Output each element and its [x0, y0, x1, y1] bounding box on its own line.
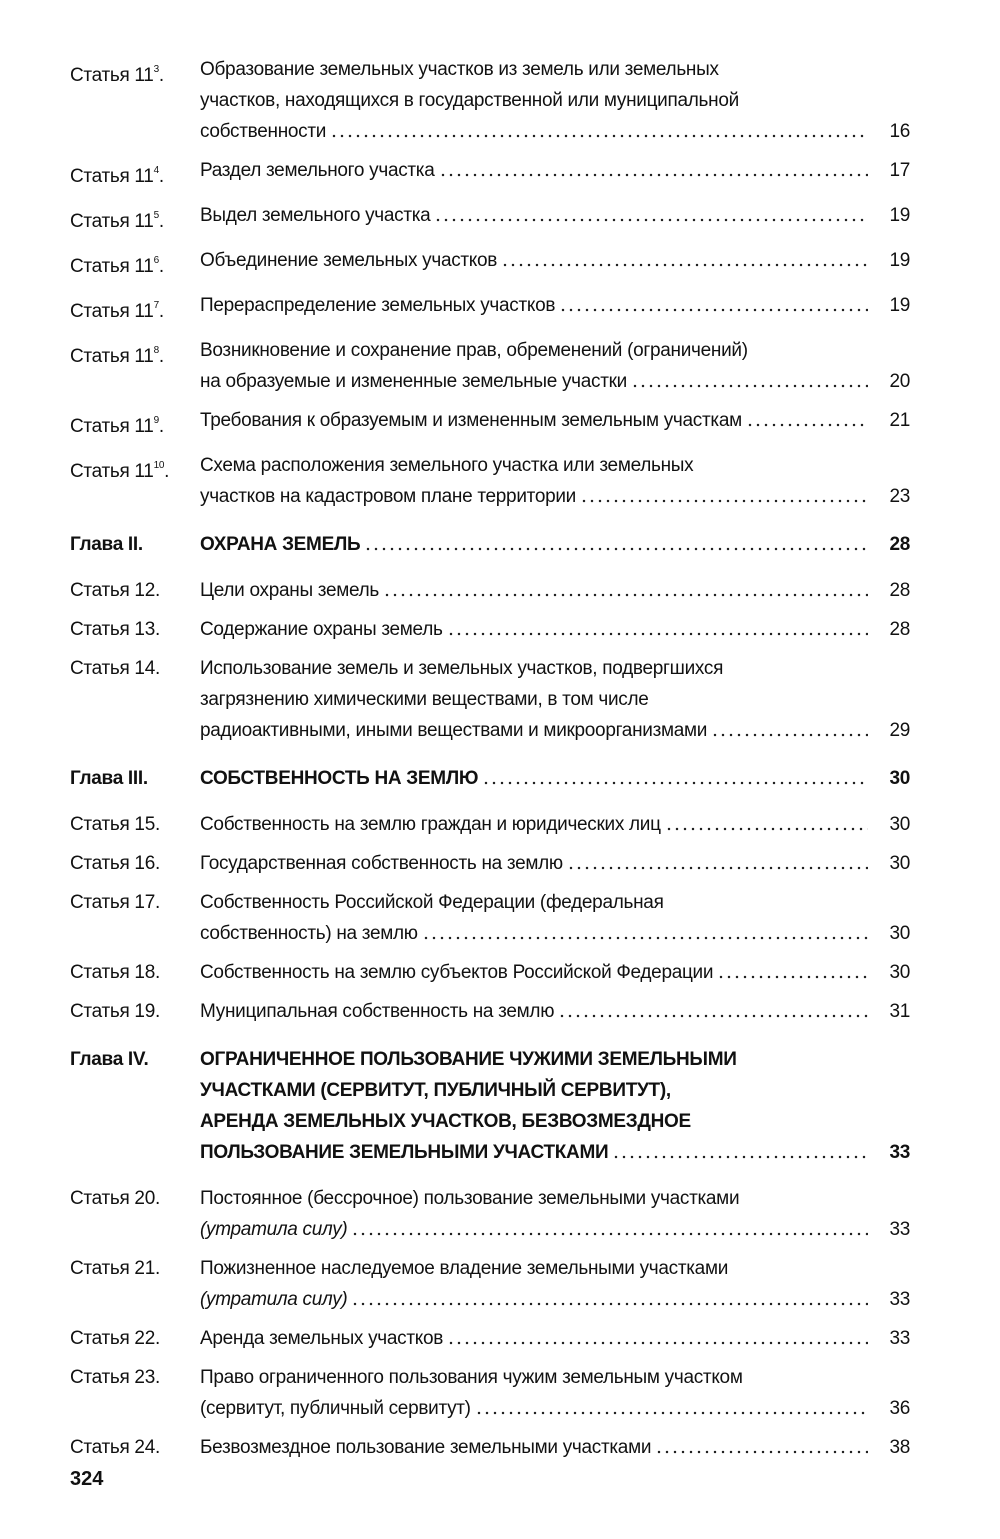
entry-label: [70, 450, 200, 512]
entry-label: [70, 1183, 200, 1245]
dot-leader: [612, 1149, 868, 1159]
entry-title-line: [200, 116, 910, 147]
entry-label: [70, 245, 200, 282]
entry-number: Статья 11: [70, 211, 154, 232]
entry-label: [70, 200, 200, 237]
entry-title-line: [200, 245, 910, 276]
entry-title-line: [200, 481, 910, 512]
entry-title: [200, 290, 910, 327]
dot-leader: [631, 378, 868, 388]
entry-title: [200, 450, 910, 512]
entry-title-line: [200, 1075, 910, 1106]
entry-page-number: 29: [889, 720, 910, 741]
dot-leader: [351, 1226, 868, 1236]
dot-leader: [447, 1335, 868, 1345]
entry-label: [70, 54, 200, 147]
dot-leader: [501, 257, 868, 267]
entry-title-line: [200, 684, 910, 715]
entry-title-text: Объединение земельных участков: [200, 250, 498, 271]
entry-page-number: 30: [889, 853, 910, 874]
entry-title-text: участков на кадастровом плане территории: [200, 486, 576, 507]
entry-number-dot: .: [164, 461, 170, 482]
entry-number: Статья 11: [70, 256, 154, 277]
entry-title-text: ОХРАНА ЗЕМЕЛЬ: [200, 534, 361, 555]
toc-article: [70, 887, 910, 949]
toc-article: [70, 155, 910, 192]
entry-number: Статья 11: [70, 461, 154, 482]
entry-title-text: Требования к образуемым и измененным земельным участкам: [200, 410, 742, 431]
toc-article: [70, 848, 910, 879]
entry-superscript: 4: [153, 165, 159, 176]
dot-leader: [655, 1444, 868, 1454]
entry-title: [200, 245, 910, 282]
toc-article: [70, 405, 910, 442]
entry-number: Статья 14.: [70, 658, 160, 679]
entry-number: Статья 23.: [70, 1367, 160, 1388]
entry-title-text: Собственность на землю субъектов Российской Федерации: [200, 962, 714, 983]
entry-title: [200, 887, 910, 949]
entry-title-text: (утратила силу): [200, 1219, 348, 1240]
toc-chapter: [70, 529, 910, 560]
entry-number: Статья 13.: [70, 619, 160, 640]
entry-title-text: собственности: [200, 121, 327, 142]
dot-leader: [746, 417, 868, 427]
entry-title-line: [200, 1432, 910, 1463]
entry-superscript: 7: [153, 300, 159, 311]
dot-leader: [383, 587, 868, 597]
toc-article: [70, 957, 910, 988]
entry-title-text: участков, находящихся в государственной или муниципальной: [200, 90, 739, 111]
entry-title: [200, 1432, 910, 1463]
entry-number: Статья 20.: [70, 1188, 160, 1209]
entry-number-dot: .: [158, 211, 164, 232]
entry-title-line: [200, 366, 910, 397]
entry-title-text: ОГРАНИЧЕННОЕ ПОЛЬЗОВАНИЕ ЧУЖИМИ ЗЕМЕЛЬНЫМИ: [200, 1049, 737, 1070]
entry-title-line: [200, 85, 910, 116]
entry-title-text: УЧАСТКАМИ (СЕРВИТУТ, ПУБЛИЧНЫЙ СЕРВИТУТ),: [200, 1080, 671, 1101]
dot-leader: [711, 727, 868, 737]
toc-article: [70, 54, 910, 147]
entry-page-number: 28: [889, 619, 910, 640]
entry-title-line: [200, 715, 910, 746]
toc-article: [70, 614, 910, 645]
entry-number: Статья 11: [70, 65, 154, 86]
dot-leader: [330, 128, 868, 138]
entry-page-number: 31: [889, 1001, 910, 1022]
entry-title: [200, 653, 910, 746]
toc-article: [70, 450, 910, 512]
entry-title-line: [200, 575, 910, 606]
entry-superscript: 10: [153, 460, 165, 471]
entry-page-number: 30: [889, 923, 910, 944]
entry-title: [200, 529, 910, 560]
toc-article: [70, 245, 910, 282]
entry-title-text: СОБСТВЕННОСТЬ НА ЗЕМЛЮ: [200, 768, 479, 789]
dot-leader: [439, 167, 868, 177]
entry-title-text: Собственность Российской Федерации (федеральная: [200, 892, 664, 913]
entry-title-line: [200, 335, 910, 366]
entry-title-text: Безвозмездное пользование земельными участками: [200, 1437, 652, 1458]
entry-page-number: 38: [889, 1437, 910, 1458]
entry-label: [70, 763, 200, 794]
entry-superscript: 9: [153, 415, 159, 426]
entry-label: [70, 809, 200, 840]
dot-leader: [558, 1008, 868, 1018]
dot-leader: [475, 1405, 868, 1415]
entry-title-text: Муниципальная собственность на землю: [200, 1001, 555, 1022]
entry-title-text: АРЕНДА ЗЕМЕЛЬНЫХ УЧАСТКОВ, БЕЗВОЗМЕЗДНОЕ: [200, 1111, 691, 1132]
entry-page-number: 36: [889, 1398, 910, 1419]
toc-article: [70, 653, 910, 746]
toc-article: [70, 575, 910, 606]
dot-leader: [567, 860, 868, 870]
table-of-contents: [70, 54, 910, 1471]
entry-number: Статья 11: [70, 416, 154, 437]
entry-page-number: 33: [889, 1289, 910, 1310]
dot-leader: [434, 212, 868, 222]
entry-page-number: 30: [889, 768, 910, 789]
entry-label: [70, 1323, 200, 1354]
entry-title: [200, 809, 910, 840]
entry-title-line: [200, 1137, 910, 1168]
entry-title: [200, 335, 910, 397]
toc-article: [70, 1323, 910, 1354]
entry-page-number: 28: [889, 580, 910, 601]
entry-title: [200, 1253, 910, 1315]
entry-page-number: 28: [889, 534, 910, 555]
entry-number: Статья 19.: [70, 1001, 160, 1022]
entry-title-line: [200, 1284, 910, 1315]
entry-number-dot: .: [158, 416, 164, 437]
dot-leader: [482, 775, 868, 785]
entry-title-line: [200, 1214, 910, 1245]
dot-leader: [580, 493, 868, 503]
entry-page-number: 19: [889, 250, 910, 271]
entry-number-dot: .: [158, 301, 164, 322]
dot-leader: [351, 1296, 868, 1306]
entry-page-number: 16: [889, 121, 910, 142]
entry-title-text: на образуемые и измененные земельные участки: [200, 371, 627, 392]
entry-page-number: 20: [889, 371, 910, 392]
dot-leader: [422, 930, 868, 940]
entry-page-number: 30: [889, 962, 910, 983]
page-number: 324: [70, 1468, 104, 1490]
dot-leader: [447, 626, 868, 636]
entry-label: [70, 848, 200, 879]
entry-label: [70, 996, 200, 1027]
entry-number: Статья 24.: [70, 1437, 160, 1458]
entry-title: [200, 405, 910, 442]
dot-leader: [364, 541, 868, 551]
entry-number: Статья 18.: [70, 962, 160, 983]
entry-title-text: ПОЛЬЗОВАНИЕ ЗЕМЕЛЬНЫМИ УЧАСТКАМИ: [200, 1142, 609, 1163]
entry-title-line: [200, 1253, 910, 1284]
entry-title-line: [200, 809, 910, 840]
entry-superscript: 8: [153, 345, 159, 356]
toc-article: [70, 200, 910, 237]
entry-number: Глава II.: [70, 534, 143, 555]
dot-leader: [559, 302, 868, 312]
entry-title: [200, 763, 910, 794]
entry-title-line: [200, 1362, 910, 1393]
entry-page-number: 33: [889, 1219, 910, 1240]
entry-page-number: 21: [889, 410, 910, 431]
entry-label: [70, 155, 200, 192]
entry-title-text: собственность) на землю: [200, 923, 418, 944]
entry-superscript: 5: [153, 210, 159, 221]
toc-article: [70, 1432, 910, 1463]
entry-title: [200, 1044, 910, 1168]
entry-label: [70, 405, 200, 442]
toc-article: [70, 996, 910, 1027]
dot-leader: [717, 969, 868, 979]
entry-title-text: (сервитут, публичный сервитут): [200, 1398, 471, 1419]
entry-title-text: Собственность на землю граждан и юридических лиц: [200, 814, 661, 835]
entry-title-line: [200, 1044, 910, 1075]
entry-number-dot: .: [158, 256, 164, 277]
entry-title-text: Аренда земельных участков: [200, 1328, 444, 1349]
entry-title: [200, 575, 910, 606]
entry-title-line: [200, 1183, 910, 1214]
entry-number: Статья 16.: [70, 853, 160, 874]
entry-number-dot: .: [158, 346, 164, 367]
entry-title-line: [200, 54, 910, 85]
entry-label: [70, 1362, 200, 1424]
entry-title-line: [200, 848, 910, 879]
entry-title-line: [200, 1323, 910, 1354]
entry-title-line: [200, 918, 910, 949]
entry-title-text: Возникновение и сохранение прав, обременений (ограничений): [200, 340, 748, 361]
entry-title-line: [200, 887, 910, 918]
entry-title-line: [200, 957, 910, 988]
entry-title-text: Содержание охраны земель: [200, 619, 443, 640]
entry-title-text: (утратила силу): [200, 1289, 348, 1310]
entry-title: [200, 1323, 910, 1354]
entry-label: [70, 335, 200, 397]
toc-article: [70, 1362, 910, 1424]
entry-title-line: [200, 200, 910, 231]
entry-title-line: [200, 290, 910, 321]
entry-title-text: Пожизненное наследуемое владение земельными участками: [200, 1258, 729, 1279]
entry-superscript: 3: [153, 64, 159, 75]
entry-title-line: [200, 1106, 910, 1137]
entry-label: [70, 1044, 200, 1168]
entry-superscript: 6: [153, 255, 159, 266]
entry-number-dot: .: [158, 166, 164, 187]
entry-number: Глава IV.: [70, 1049, 149, 1070]
entry-number: Статья 21.: [70, 1258, 160, 1279]
entry-title-line: [200, 653, 910, 684]
entry-title-line: [200, 529, 910, 560]
entry-title: [200, 1183, 910, 1245]
entry-title-text: Раздел земельного участка: [200, 160, 435, 181]
entry-title: [200, 848, 910, 879]
entry-number: Статья 11: [70, 301, 154, 322]
entry-page-number: 33: [889, 1328, 910, 1349]
entry-title-text: Право ограниченного пользования чужим земельным участком: [200, 1367, 743, 1388]
entry-page-number: 19: [889, 295, 910, 316]
entry-number: Статья 17.: [70, 892, 160, 913]
entry-title-text: Схема расположения земельного участка или земельных: [200, 455, 694, 476]
entry-title: [200, 1362, 910, 1424]
entry-title: [200, 155, 910, 192]
entry-number: Статья 11: [70, 166, 154, 187]
entry-page-number: 23: [889, 486, 910, 507]
toc-chapter: [70, 763, 910, 794]
toc-article: [70, 1253, 910, 1315]
entry-number: Статья 22.: [70, 1328, 160, 1349]
entry-title-line: [200, 996, 910, 1027]
entry-title-line: [200, 405, 910, 436]
entry-title-text: радиоактивными, иными веществами и микроорганизмами: [200, 720, 708, 741]
entry-title-text: Использование земель и земельных участков, подвергшихся: [200, 658, 724, 679]
entry-page-number: 33: [889, 1142, 910, 1163]
entry-label: [70, 575, 200, 606]
dot-leader: [665, 821, 868, 831]
entry-label: [70, 653, 200, 746]
toc-chapter: [70, 1044, 910, 1168]
entry-title-line: [200, 614, 910, 645]
entry-title-text: Цели охраны земель: [200, 580, 380, 601]
entry-label: [70, 290, 200, 327]
entry-number: Глава III.: [70, 768, 148, 789]
entry-title: [200, 200, 910, 237]
entry-title-line: [200, 1393, 910, 1424]
toc-article: [70, 809, 910, 840]
entry-title-text: Государственная собственность на землю: [200, 853, 563, 874]
entry-title-line: [200, 155, 910, 186]
entry-label: [70, 529, 200, 560]
entry-label: [70, 1432, 200, 1463]
entry-label: [70, 957, 200, 988]
entry-number: Статья 11: [70, 346, 154, 367]
toc-article: [70, 1183, 910, 1245]
entry-page-number: 30: [889, 814, 910, 835]
entry-page-number: 19: [889, 205, 910, 226]
entry-page-number: 17: [889, 160, 910, 181]
entry-number-dot: .: [158, 65, 164, 86]
entry-title: [200, 54, 910, 147]
entry-label: [70, 614, 200, 645]
entry-title: [200, 996, 910, 1027]
entry-number: Статья 15.: [70, 814, 160, 835]
entry-title: [200, 957, 910, 988]
entry-title: [200, 614, 910, 645]
entry-title-line: [200, 450, 910, 481]
entry-label: [70, 1253, 200, 1315]
entry-title-text: Образование земельных участков из земель или земельных: [200, 59, 719, 80]
entry-label: [70, 887, 200, 949]
entry-title-text: загрязнению химическими веществами, в том числе: [200, 689, 649, 710]
toc-article: [70, 290, 910, 327]
entry-number: Статья 12.: [70, 580, 160, 601]
toc-article: [70, 335, 910, 397]
entry-title-text: Выдел земельного участка: [200, 205, 431, 226]
entry-title-text: Перераспределение земельных участков: [200, 295, 556, 316]
entry-title-text: Постоянное (бессрочное) пользование земельными участками: [200, 1188, 740, 1209]
entry-title-line: [200, 763, 910, 794]
